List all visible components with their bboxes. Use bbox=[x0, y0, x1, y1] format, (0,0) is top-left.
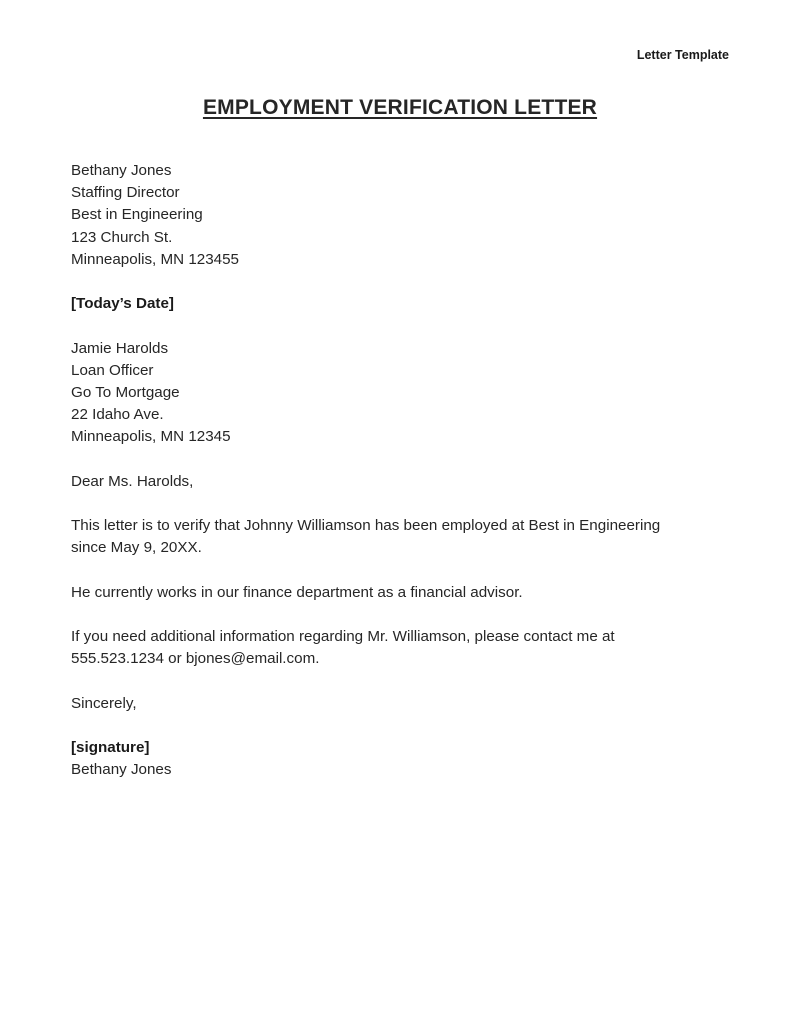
verification-line-2: since May 9, 20XX. bbox=[71, 539, 202, 557]
recipient-name: Jamie Harolds bbox=[71, 339, 169, 357]
recipient-street: 22 Idaho Ave. bbox=[71, 406, 164, 424]
verification-line-1: This letter is to verify that Johnny Williamson has been employed at Best in Engineering bbox=[71, 517, 661, 535]
sender-company: Best in Engineering bbox=[71, 206, 203, 224]
contact-line-2: 555.523.1234 or bjones@email.com. bbox=[71, 650, 320, 668]
letter-body bbox=[71, 160, 731, 804]
role-paragraph bbox=[71, 582, 731, 604]
date-placeholder: [Today’s Date] bbox=[71, 295, 174, 313]
signature-block bbox=[71, 737, 731, 781]
signer-name: Bethany Jones bbox=[71, 761, 172, 779]
date-block bbox=[71, 293, 731, 315]
contact-paragraph bbox=[71, 626, 731, 670]
sender-city-state-zip: Minneapolis, MN 123455 bbox=[71, 250, 240, 268]
document-title: EMPLOYMENT VERIFICATION LETTER bbox=[202, 96, 598, 119]
contact-line-1: If you need additional information regarding Mr. Williamson, please contact me at bbox=[71, 628, 615, 646]
closing-text: Sincerely, bbox=[71, 694, 137, 712]
salutation bbox=[71, 471, 731, 493]
sender-address-block bbox=[71, 160, 731, 271]
closing bbox=[71, 693, 731, 715]
sender-name: Bethany Jones bbox=[71, 162, 172, 179]
recipient-address-block bbox=[71, 338, 731, 449]
recipient-position: Loan Officer bbox=[71, 361, 154, 379]
signature-placeholder: [signature] bbox=[71, 739, 150, 757]
role-line: He currently works in our finance department as a financial advisor. bbox=[71, 583, 523, 601]
sender-street: 123 Church St. bbox=[71, 228, 173, 246]
recipient-city-state-zip: Minneapolis, MN 12345 bbox=[71, 428, 231, 446]
recipient-company: Go To Mortgage bbox=[71, 384, 180, 401]
verification-paragraph bbox=[71, 515, 731, 559]
salutation-text: Dear Ms. Harolds, bbox=[71, 472, 194, 490]
header-label: Letter Template bbox=[636, 48, 729, 62]
sender-position: Staffing Director bbox=[71, 184, 180, 202]
